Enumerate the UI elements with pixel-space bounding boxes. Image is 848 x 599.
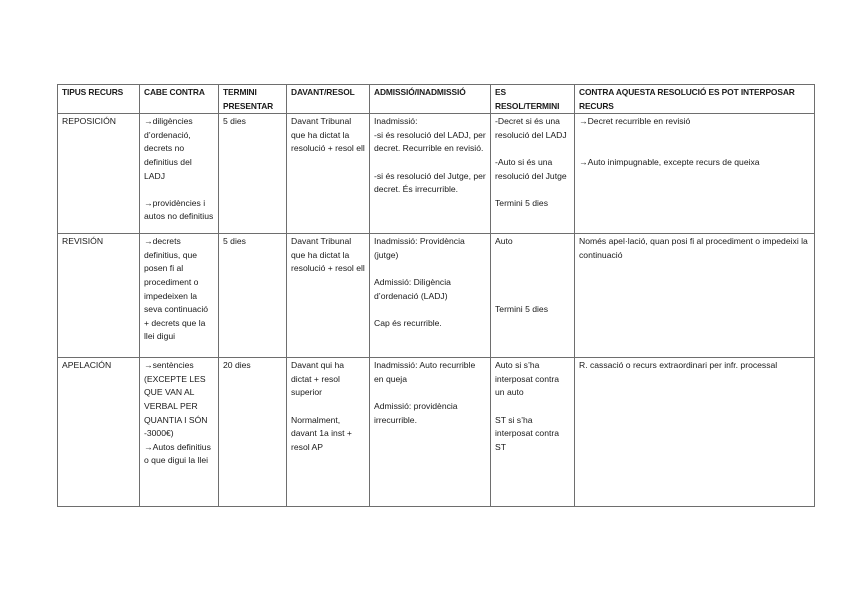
cell-tipus: APELACIÓN <box>58 358 140 507</box>
header-es-resol-termini: ES RESOL/TERMINI <box>491 85 575 114</box>
cell-es-resol: Auto si s’ha interposat contra un auto ST si s’ha interposat contra ST <box>491 358 575 507</box>
cell-cabe-contra: →decrets definitius, que posen fi al procediment o impedeixen la seva continuació + decrets que la llei digui <box>140 234 219 358</box>
cell-davant: Davant qui ha dictat + resol superior Normalment, davant 1a inst + resol AP <box>287 358 370 507</box>
cell-admissio: Inadmissió: Providència (jutge) Admissió: Diligència d’ordenació (LADJ) Cap és recurrible. <box>370 234 491 358</box>
header-termini-presentar: TERMINI PRESENTAR <box>219 85 287 114</box>
header-contra-resolucio: CONTRA AQUESTA RESOLUCIÓ ES POT INTERPOSAR RECURS <box>575 85 815 114</box>
cell-termini: 5 dies <box>219 234 287 358</box>
cell-tipus: REVISIÓN <box>58 234 140 358</box>
header-admissio: ADMISSIÓ/INADMISSIÓ <box>370 85 491 114</box>
cell-termini: 20 dies <box>219 358 287 507</box>
cell-cabe-contra: →sentències (EXCEPTE LES QUE VAN AL VERBAL PER QUANTIA I SÓN -3000€) →Autos definitius o que digui la llei <box>140 358 219 507</box>
cell-admissio: Inadmissió: Auto recurrible en queja Admissió: providència irrecurrible. <box>370 358 491 507</box>
cell-admissio: Inadmissió: -si és resolució del LADJ, per decret. Recurrible en revisió. -si és resolució del Jutge, per decret. És irrecurrible. <box>370 114 491 234</box>
cell-es-resol: -Decret si és una resolució del LADJ -Auto si és una resolució del Jutge Termini 5 dies <box>491 114 575 234</box>
table-row <box>58 114 815 234</box>
header-davant-resol: DAVANT/RESOL <box>287 85 370 114</box>
table-row <box>58 234 815 358</box>
cell-tipus: REPOSICIÓN <box>58 114 140 234</box>
cell-contra: →Decret recurrible en revisió →Auto inimpugnable, excepte recurs de queixa <box>575 114 815 234</box>
cell-davant: Davant Tribunal que ha dictat la resolució + resol ell <box>287 234 370 358</box>
cell-contra: Només apel·lació, quan posi fi al procediment o impedeixi la continuació <box>575 234 815 358</box>
header-cabe-contra: CABE CONTRA <box>140 85 219 114</box>
header-tipus-recurs: TIPUS RECURS <box>58 85 140 114</box>
cell-cabe-contra: →diligències d’ordenació, decrets no definitius del LADJ →providències i autos no definitius <box>140 114 219 234</box>
cell-contra: R. cassació o recurs extraordinari per infr. processal <box>575 358 815 507</box>
cell-es-resol: Auto Termini 5 dies <box>491 234 575 358</box>
cell-davant: Davant Tribunal que ha dictat la resolució + resol ell <box>287 114 370 234</box>
table-header-row <box>58 85 815 114</box>
table-row <box>58 358 815 507</box>
cell-termini: 5 dies <box>219 114 287 234</box>
recursos-table <box>57 84 815 507</box>
